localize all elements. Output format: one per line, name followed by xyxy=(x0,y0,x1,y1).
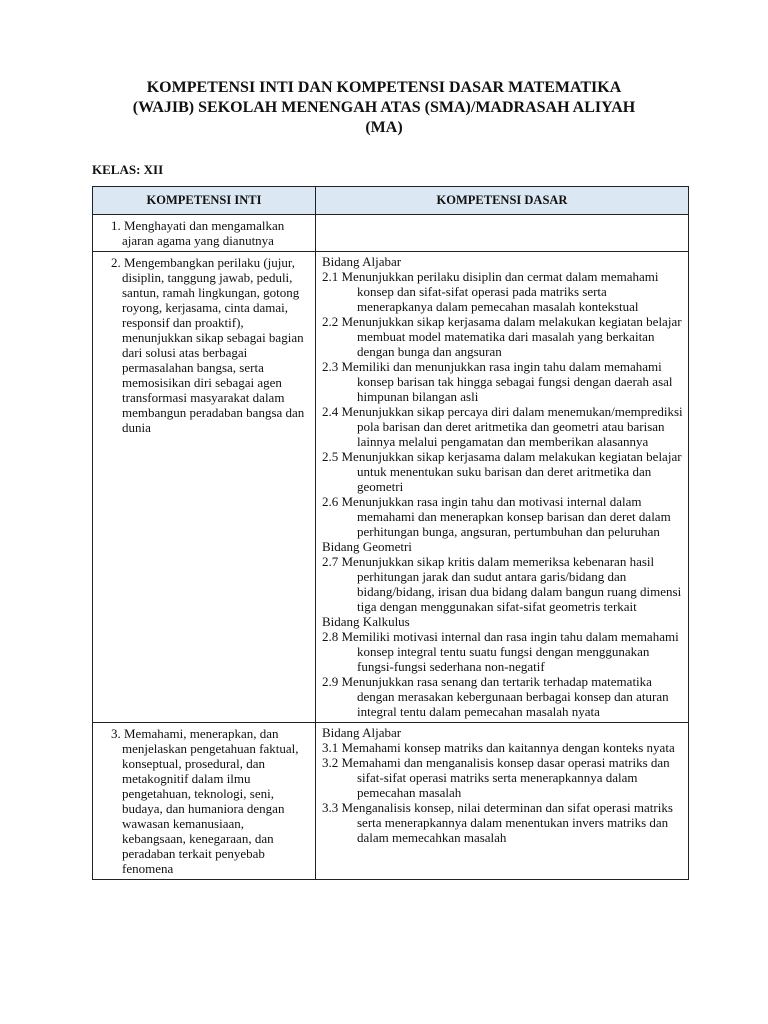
kompetensi-dasar-item: 3.1 Memahami konsep matriks dan kaitannya dengan konteks nyata xyxy=(322,740,675,755)
kompetensi-dasar-item: 3.2 Memahami dan menganalisis konsep dasar operasi matriks dan sifat-sifat operasi matriks serta menerapkannya dalam pemecahan masalah xyxy=(322,755,670,800)
kompetensi-dasar-cell xyxy=(316,215,689,252)
bidang-heading: Bidang Aljabar xyxy=(322,254,402,269)
kompetensi-dasar-item: 2.2 Menunjukkan sikap kerjasama dalam melakukan kegiatan belajar membuat model matematika dari masalah yang berkaitan dengan bunga dan angsuran xyxy=(322,314,682,359)
kompetensi-dasar-cell xyxy=(316,723,689,880)
title-line: KOMPETENSI INTI DAN KOMPETENSI DASAR MATEMATIKA xyxy=(146,79,622,96)
document-title xyxy=(60,78,708,138)
table-row xyxy=(93,215,689,252)
kompetensi-dasar-item: 2.6 Menunjukkan rasa ingin tahu dan motivasi internal dalam memahami dan menerapkan konsep barisan dan deret dalam perhitungan bunga, angsuran, pertumbuhan dan peluruhan xyxy=(322,494,671,539)
class-label: KELAS: XII xyxy=(92,162,164,177)
kompetensi-dasar-item: 2.3 Memiliki dan menunjukkan rasa ingin tahu dalam memahami konsep barisan tak hingga sebagai fungsi dengan daerah asal himpunan bilangan asli xyxy=(322,359,673,404)
header-kompetensi-dasar: KOMPETENSI DASAR xyxy=(316,187,689,215)
kompetensi-dasar-item: 3.3 Menganalisis konsep, nilai determinan dan sifat operasi matriks serta menerapkannya dalam menentukan invers matriks dan dalam memecahkan masalah xyxy=(322,800,673,845)
header-kompetensi-inti: KOMPETENSI INTI xyxy=(93,187,316,215)
table-row xyxy=(93,252,689,723)
kompetensi-dasar-item: 2.1 Menunjukkan perilaku disiplin dan cermat dalam memahami konsep dan sifat-sifat operasi pada matriks serta menerapkanya dalam pemecahan masalah kontekstual xyxy=(322,269,659,314)
bidang-heading: Bidang Kalkulus xyxy=(322,614,410,629)
kompetensi-dasar-item: 2.5 Menunjukkan sikap kerjasama dalam melakukan kegiatan belajar untuk menentukan suku barisan dan deret aritmetika dan geometri xyxy=(322,449,682,494)
table-row xyxy=(93,723,689,880)
kompetensi-dasar-cell xyxy=(316,252,689,723)
kompetensi-dasar-item: 2.7 Menunjukkan sikap kritis dalam memeriksa kebenaran hasil perhitungan jarak dan sudut antara garis/bidang dan bidang/bidang, irisan dua bidang dalam bangun ruang dimensi tiga dengan menggunakan sifat-sifat geometris terkait xyxy=(322,554,682,614)
kompetensi-inti-text: 2. Mengembangkan perilaku (jujur, disiplin, tanggung jawab, peduli, santun, ramah lingkungan, gotong royong, kerjasama, cinta damai, responsif dan proaktif), menunjukkan sikap sebagai bagian dari solusi atas berbagai permasalahan bangsa, serta memosisikan diri sebagai agen transformasi masyarakat dalam membangun peradaban bangsa dan dunia xyxy=(111,255,305,435)
title-line: (MA) xyxy=(365,119,403,136)
bidang-heading: Bidang Geometri xyxy=(322,539,412,554)
kompetensi-inti-cell xyxy=(93,252,316,723)
kompetensi-dasar-item: 2.9 Menunjukkan rasa senang dan tertarik terhadap matematika dengan merasakan kebergunaan berbagai konsep dan aturan integral tentu dalam pemecahan masalah nyata xyxy=(322,674,669,719)
kompetensi-inti-text: 3. Memahami, menerapkan, dan menjelaskan pengetahuan faktual, konseptual, prosedural, dan metakognitif dalam ilmu pengetahuan, teknologi, seni, budaya, dan humaniora dengan wawasan kemanusiaan, kebangsaan, kenegaraan, dan peradaban terkait penyebab fenomena xyxy=(111,726,299,876)
bidang-heading: Bidang Aljabar xyxy=(322,725,402,740)
competency-table xyxy=(92,186,689,880)
kompetensi-inti-text: 1. Menghayati dan mengamalkan ajaran agama yang dianutnya xyxy=(111,218,285,248)
table-header-row xyxy=(93,187,689,215)
kompetensi-inti-cell xyxy=(93,215,316,252)
kompetensi-dasar-item: 2.8 Memiliki motivasi internal dan rasa ingin tahu dalam memahami konsep integral tentu suatu fungsi dengan menggunakan fungsi-fungsi sederhana non-negatif xyxy=(322,629,679,674)
kompetensi-dasar-item: 2.4 Menunjukkan sikap percaya diri dalam menemukan/memprediksi pola barisan dan deret aritmetika dan geometri atau barisan lainnya melalui pengamatan dan memberikan alasannya xyxy=(322,404,683,449)
title-line: (WAJIB) SEKOLAH MENENGAH ATAS (SMA)/MADRASAH ALIYAH xyxy=(132,99,636,116)
kompetensi-inti-cell xyxy=(93,723,316,880)
